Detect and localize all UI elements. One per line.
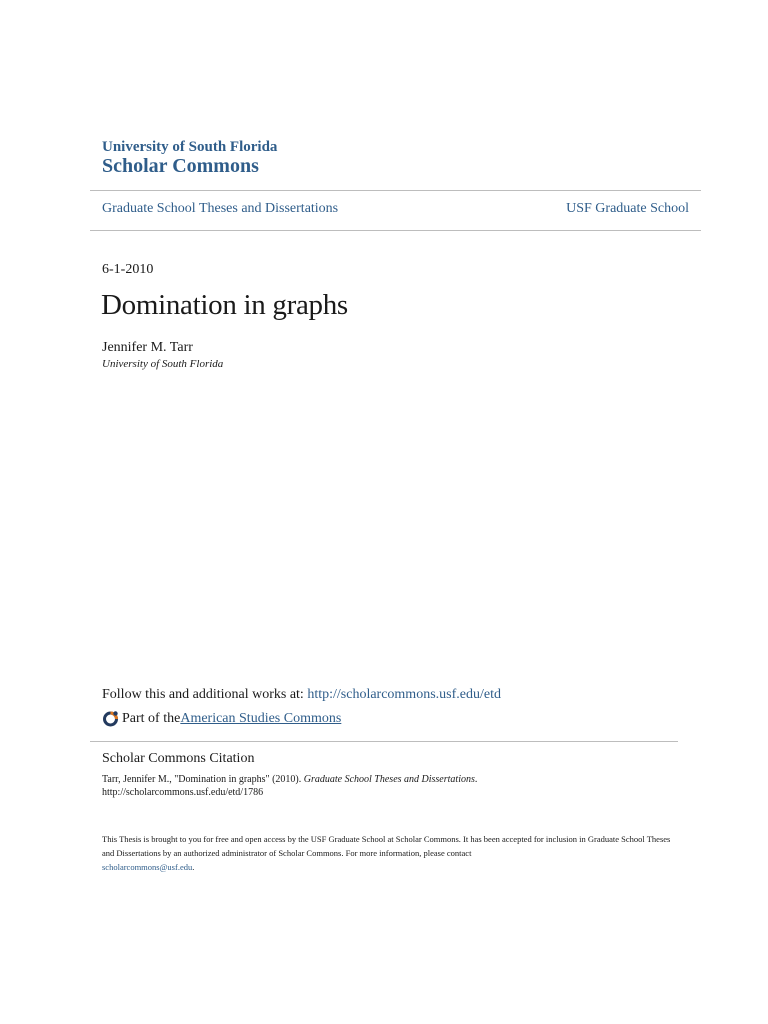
series-link[interactable]: Graduate School Theses and Dissertations xyxy=(102,201,339,216)
header-divider-bottom xyxy=(90,230,701,231)
notice-end: . xyxy=(192,862,195,872)
access-notice xyxy=(102,832,682,874)
follow-url-link[interactable]: http://scholarcommons.usf.edu/etd xyxy=(307,687,501,702)
follow-prefix: Follow this and additional works at: xyxy=(102,687,308,702)
part-of-prefix: Part of the xyxy=(122,710,181,726)
author-affiliation: University of South Florida xyxy=(102,358,224,370)
publication-date: 6-1-2010 xyxy=(102,262,154,277)
header-divider-top xyxy=(90,190,701,191)
repository-name[interactable]: Scholar Commons xyxy=(102,155,259,177)
citation-series: Graduate School Theses and Dissertations xyxy=(303,774,475,785)
citation-heading: Scholar Commons Citation xyxy=(102,751,255,766)
citation-prefix: Tarr, Jennifer M., "Domination in graphs" (2010). xyxy=(102,774,304,785)
citation-url[interactable]: http://scholarcommons.usf.edu/etd/1786 xyxy=(102,787,264,798)
contact-email-link[interactable]: scholarcommons@usf.edu xyxy=(102,862,193,872)
document-title: Domination in graphs xyxy=(101,289,348,321)
follow-line xyxy=(102,687,501,703)
citation-text xyxy=(102,773,662,799)
department-link[interactable]: USF Graduate School xyxy=(566,201,689,216)
author-name: Jennifer M. Tarr xyxy=(102,340,193,355)
notice-text: This Thesis is brought to you for free and open access by the USF Graduate School at Scholar Commons. It has been accepted for inclusion in Graduate School Theses and Dissertations by an authorized administrator of Scholar Commons. For more information, please contact xyxy=(102,834,671,858)
university-name: University of South Florida xyxy=(102,139,278,155)
discipline-link[interactable]: American Studies Commons xyxy=(180,710,342,726)
commons-network-icon xyxy=(102,710,119,727)
citation-divider xyxy=(90,741,678,742)
part-of-line xyxy=(102,710,341,727)
citation-suffix: . xyxy=(474,774,478,785)
